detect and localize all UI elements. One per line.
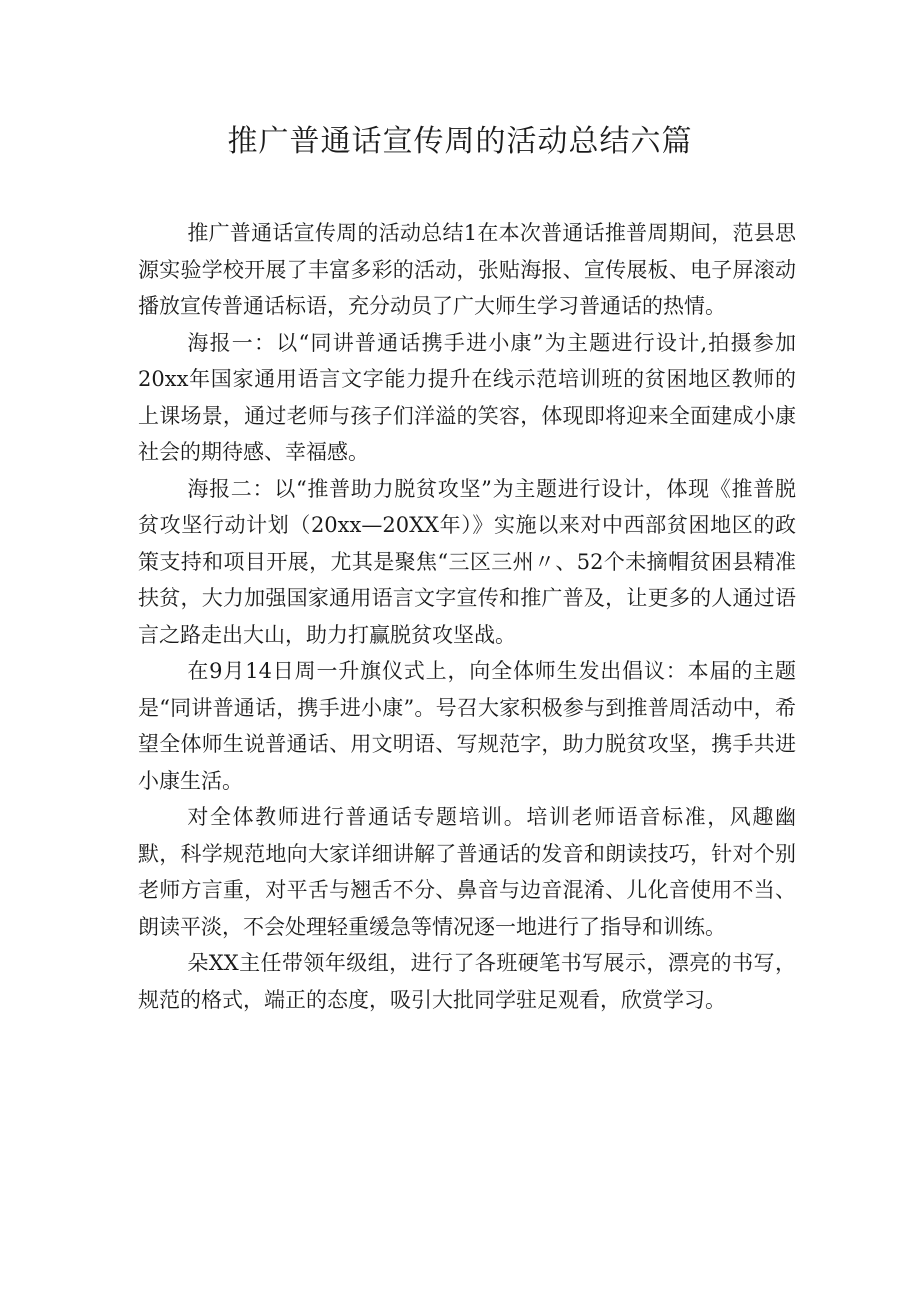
paragraph: 对全体教师进行普通话专题培训。培训老师语音标准，风趣幽默，科学规范地向大家详细讲解了普通话的发音和朗读技巧，针对个别老师方言重，对平舌与翘舌不分、鼻音与边音混淆、儿化音使用不当、朗读平淡，不会处理轻重缓急等情况逐一地进行了指导和训练。 [138, 805, 796, 939]
paragraph: 推广普通话宣传周的活动总结1在本次普通话推普周期间，范县思源实验学校开展了丰富多彩的活动，张贴海报、宣传展板、电子屏滚动播放宣传普通话标语，充分动员了广大师生学习普通话的热情。 [138, 221, 796, 318]
paragraph: 海报一：以“同讲普通话携手进小康”为主题进行设计,拍摄参加20xx年国家通用语言文字能力提升在线示范培训班的贫困地区教师的上课场景，通过老师与孩子们洋溢的笑容，体现即将迎来全面建成小康社会的期待感、幸福感。 [138, 330, 796, 464]
paragraph: 在9月14日周一升旗仪式上，向全体师生发出倡议：本届的主题是“同讲普通话，携手进小康”。号召大家积极参与到推普周活动中，希望全体师生说普通话、用文明语、写规范字，助力脱贫攻坚，携手共进小康生活。 [138, 659, 796, 793]
document-title: 推广普通话宣传周的活动总结六篇 [227, 124, 693, 159]
paragraph: 海报二：以“推普助力脱贫攻坚”为主题进行设计，体现《推普脱贫攻坚行动计划（20xx—20XX年）》实施以来对中西部贫困地区的政策支持和项目开展，尤其是聚焦“三区三州〃、52个未摘帽贫困县精准扶贫，大力加强国家通用语言文字宣传和推广普及，让更多的人通过语言之路走出大山，助力打赢脱贫攻坚战。 [138, 476, 796, 647]
document-body [138, 215, 796, 1018]
paragraph: 朵XX主任带领年级组，进行了各班硬笔书写展示，漂亮的书写，规范的格式，端正的态度，吸引大批同学驻足观看，欣赏学习。 [138, 951, 796, 1012]
